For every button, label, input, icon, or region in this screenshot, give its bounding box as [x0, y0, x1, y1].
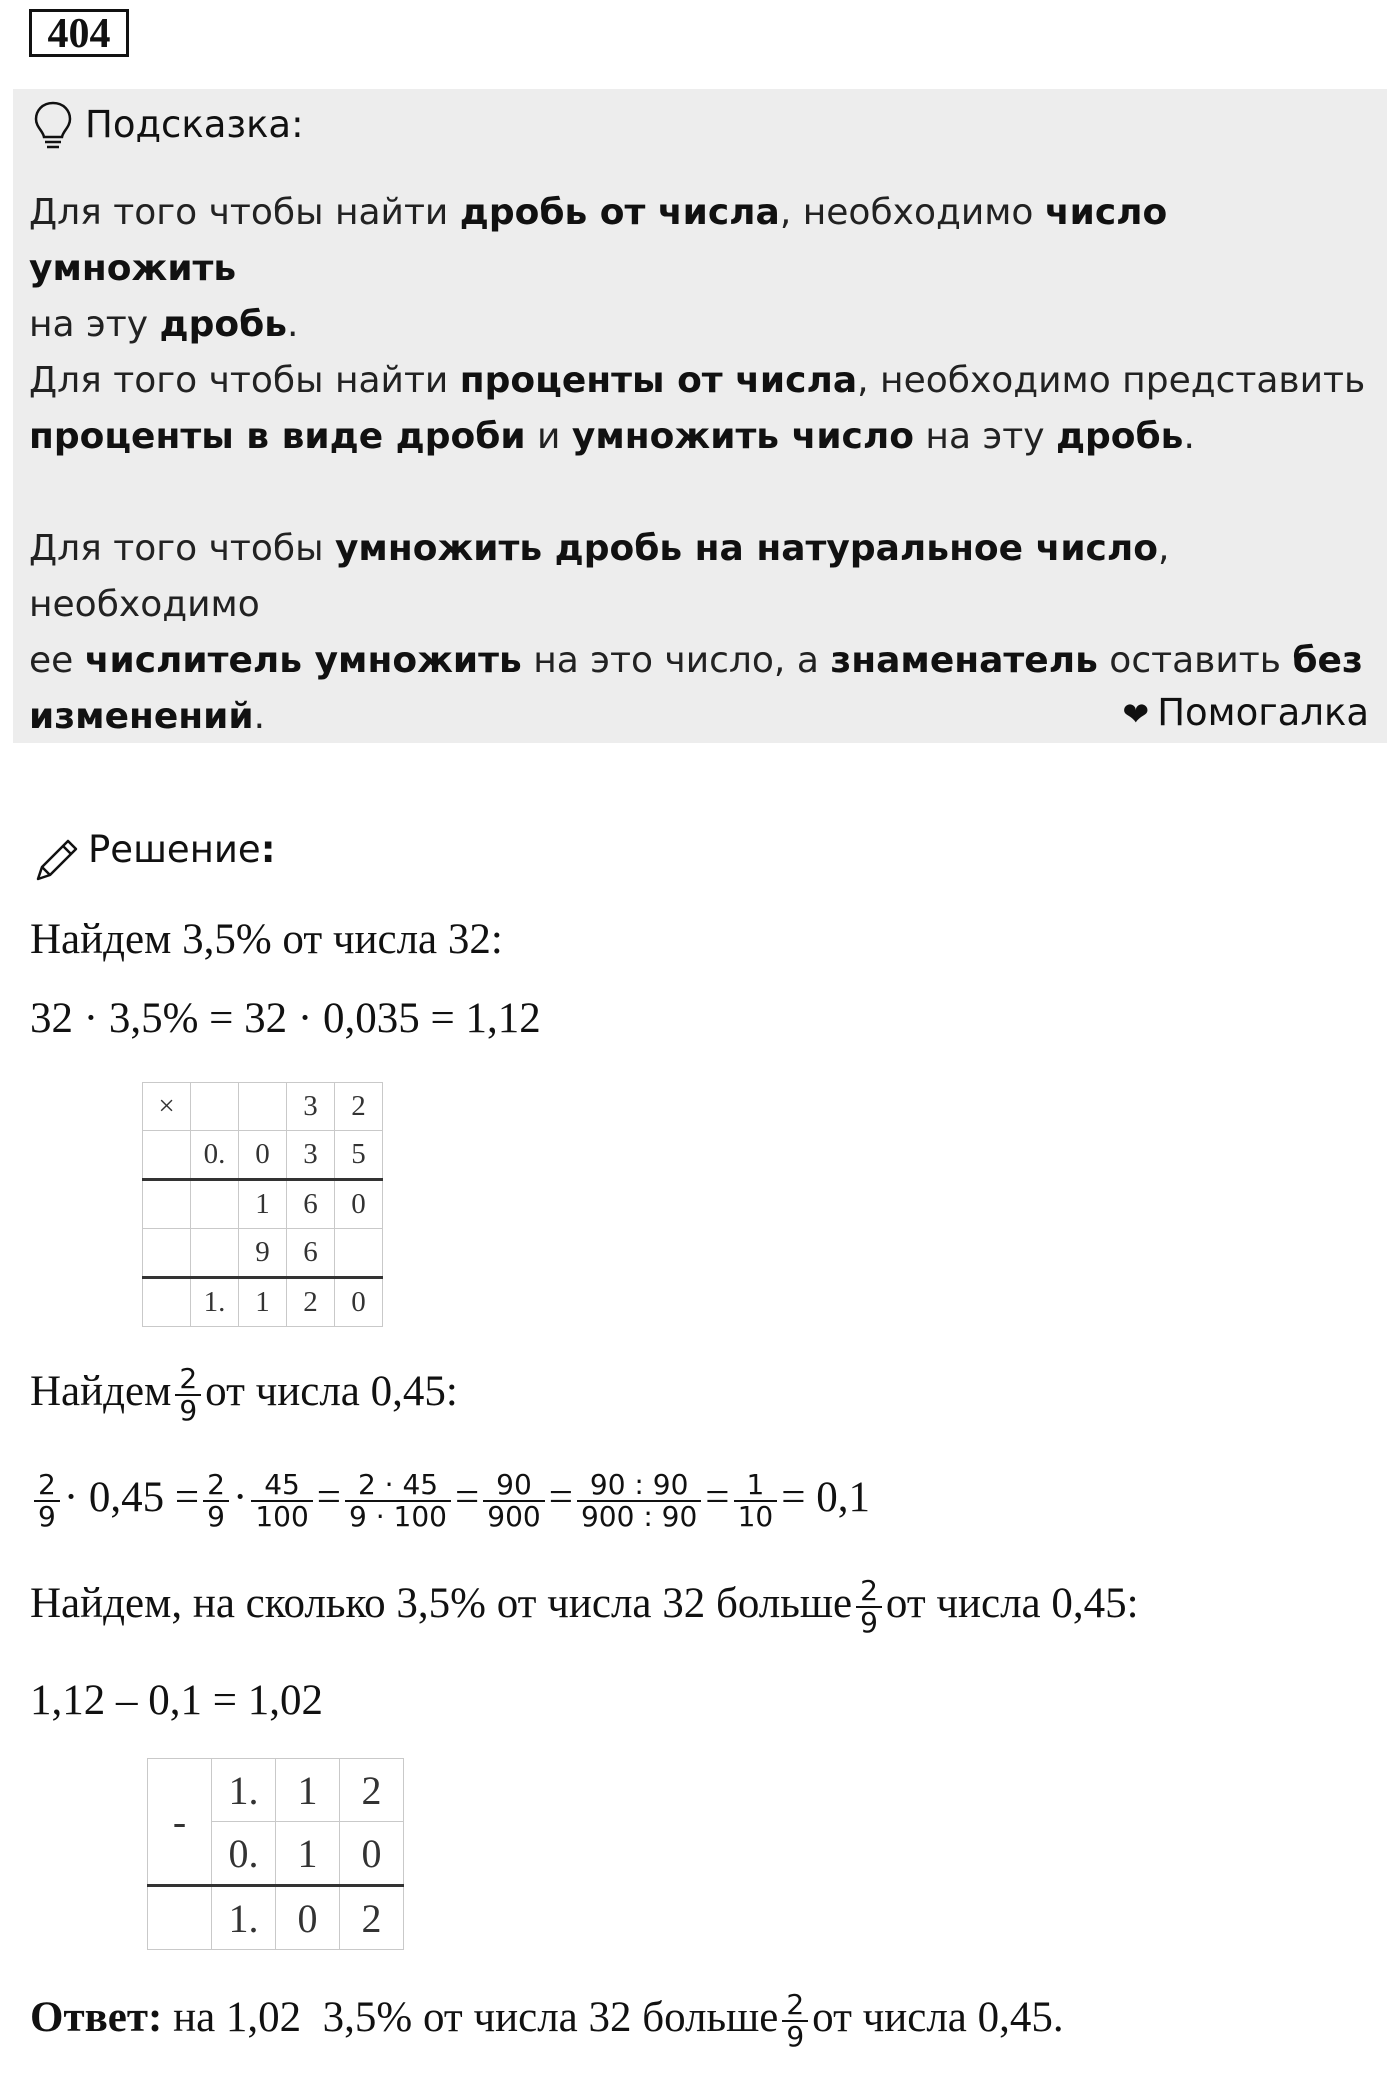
calc-2-text: =: [548, 1473, 573, 1521]
table-cell: 2: [340, 1759, 404, 1822]
table-cell: 2: [287, 1278, 335, 1327]
table-cell: 1.: [191, 1278, 239, 1327]
hint-text: , необходимо представить: [857, 360, 1366, 401]
table-cell: 6: [287, 1180, 335, 1229]
table-row: [148, 1759, 404, 1822]
fraction: [734, 1470, 778, 1532]
numerator: 90 : 90: [577, 1470, 701, 1502]
hint-text: Для того чтобы: [29, 528, 335, 569]
numerator: 2: [856, 1576, 882, 1608]
brand-name: Помогалка: [1157, 691, 1369, 734]
denominator: 9: [860, 1606, 878, 1639]
fraction: [34, 1470, 60, 1532]
denominator: 9 · 100: [349, 1500, 447, 1533]
table-row: [143, 1180, 383, 1229]
hint-text: на эту: [29, 304, 160, 345]
hint-text: на это число, а: [521, 640, 831, 681]
numerator: 2: [175, 1364, 201, 1396]
table-cell: [143, 1180, 191, 1229]
numerator: 90: [483, 1470, 544, 1502]
fraction: [345, 1470, 451, 1532]
table-cell: 3: [287, 1083, 335, 1131]
table-cell: 6: [287, 1229, 335, 1278]
step-1-text: Найдем 3,5% от числа 32:: [30, 916, 503, 963]
denominator: 9: [179, 1394, 198, 1427]
table-cell: 1: [239, 1180, 287, 1229]
bold-term: изменений: [29, 696, 254, 737]
fraction: [782, 1990, 808, 2052]
table-cell: 2: [335, 1083, 383, 1131]
hint-text: Для того чтобы найти: [29, 360, 460, 401]
table-cell: 0.: [212, 1822, 276, 1886]
denominator: 9: [207, 1500, 225, 1533]
bold-term: числитель умножить: [84, 640, 522, 681]
table-cell: 9: [239, 1229, 287, 1278]
answer-post: от числа 0,45.: [812, 1993, 1064, 2041]
table-cell: 1: [276, 1759, 340, 1822]
hint-text: , необходимо: [779, 192, 1045, 233]
table-cell: 0.: [191, 1131, 239, 1180]
table-cell: [143, 1278, 191, 1327]
solution-title-text: Решение: [88, 828, 261, 871]
denominator: 10: [737, 1500, 774, 1533]
table-cell: [143, 1229, 191, 1278]
bold-term: дробь: [1055, 416, 1184, 457]
table-row: [143, 1083, 383, 1131]
fraction: [203, 1470, 229, 1532]
hint-paragraph-1: [29, 185, 1369, 353]
step-3-post: от числа 0,45:: [885, 1579, 1139, 1627]
bold-term: проценты от числа: [459, 360, 858, 401]
calc-2-text: = 0,1: [781, 1473, 870, 1521]
table-cell: 1: [276, 1822, 340, 1886]
denominator: 900: [487, 1500, 541, 1533]
table-cell: 1.: [212, 1759, 276, 1822]
multiplication-table: [142, 1082, 383, 1327]
table-cell: [335, 1229, 383, 1278]
table-cell: 0: [239, 1131, 287, 1180]
step-2-pre: Найдем: [30, 1367, 172, 1415]
fraction: [856, 1576, 882, 1638]
hint-text: .: [287, 304, 299, 345]
hint-text: оставить: [1097, 640, 1293, 681]
heart-icon: ❤: [1122, 695, 1150, 733]
hint-text: .: [1183, 416, 1195, 457]
numerator: 2 · 45: [345, 1470, 451, 1502]
denominator: 100: [255, 1500, 309, 1533]
table-cell: 3: [287, 1131, 335, 1180]
table-cell: 0: [340, 1822, 404, 1886]
calc-2-text: · 0,45 =: [63, 1473, 200, 1521]
hint-text: и: [525, 416, 572, 457]
table-cell: [191, 1180, 239, 1229]
exercise-number: 404: [29, 9, 129, 57]
solution-title-colon: :: [260, 828, 276, 871]
brand-label: [1122, 691, 1369, 734]
table-row: [143, 1278, 383, 1327]
step-2-post: от числа 0,45:: [205, 1367, 458, 1415]
calc-2-text: =: [316, 1473, 342, 1521]
bold-term: знаменатель: [830, 640, 1098, 681]
table-cell: [239, 1083, 287, 1131]
step-3-pre: Найдем, на сколько 3,5% от числа 32 больше: [30, 1579, 853, 1627]
hint-title: Подсказка:: [85, 103, 304, 146]
solution-title: [88, 828, 276, 871]
hint-text: ее: [29, 640, 85, 681]
pencil-icon: [30, 833, 84, 887]
table-row: [148, 1886, 404, 1950]
bold-term: проценты в виде дроби: [29, 416, 526, 457]
fraction: [577, 1470, 701, 1532]
step-2-text: [30, 1364, 458, 1426]
hint-text: , необходимо: [29, 528, 1170, 625]
subtraction-table: [147, 1758, 404, 1950]
table-cell: 1.: [212, 1886, 276, 1950]
step-3-text: [30, 1576, 1139, 1638]
hint-text: Для того чтобы найти: [29, 192, 460, 233]
calc-2-text: =: [705, 1473, 730, 1521]
calc-2-text: =: [455, 1473, 480, 1521]
hint-paragraph-2: [29, 353, 1369, 465]
table-cell: [143, 1131, 191, 1180]
table-cell: ×: [143, 1083, 191, 1131]
denominator: 900 : 90: [580, 1500, 698, 1533]
lightbulb-icon: [31, 99, 75, 153]
numerator: 45: [251, 1470, 312, 1502]
bold-term: дробь от числа: [459, 192, 780, 233]
fraction: [175, 1364, 201, 1426]
table-cell: 2: [340, 1886, 404, 1950]
table-cell: [191, 1229, 239, 1278]
answer-label: Ответ:: [30, 1993, 163, 2041]
bold-term: без: [1292, 640, 1363, 681]
table-row: [143, 1229, 383, 1278]
fraction: [251, 1470, 312, 1532]
numerator: 2: [782, 1990, 808, 2022]
table-cell: 5: [335, 1131, 383, 1180]
denominator: 9: [786, 2020, 805, 2053]
table-cell: 0: [335, 1180, 383, 1229]
table-cell: -: [148, 1759, 212, 1886]
table-cell: 0: [335, 1278, 383, 1327]
numerator: 2: [34, 1470, 60, 1502]
table-cell: 0: [276, 1886, 340, 1950]
denominator: 9: [38, 1500, 56, 1533]
calc-2: [30, 1470, 870, 1532]
answer-line: [30, 1990, 1064, 2052]
table-cell: [148, 1886, 212, 1950]
hint-text: на эту: [913, 416, 1056, 457]
numerator: 1: [734, 1470, 778, 1502]
table-cell: 1: [239, 1278, 287, 1327]
hint-box: [13, 89, 1387, 743]
calc-3: 1,12 – 0,1 = 1,02: [30, 1677, 324, 1724]
table-row: [143, 1131, 383, 1180]
fraction: [483, 1470, 544, 1532]
bold-term: число умножить: [29, 192, 1168, 289]
hint-text: .: [253, 696, 266, 737]
numerator: 2: [203, 1470, 229, 1502]
bold-term: умножить дробь на натуральное число: [334, 528, 1158, 569]
answer-pre: на 1,02 3,5% от числа 32 больше: [162, 1993, 779, 2041]
calc-1: 32 · 3,5% = 32 · 0,035 = 1,12: [30, 995, 541, 1042]
calc-2-text: ·: [232, 1473, 248, 1521]
bold-term: дробь: [159, 304, 288, 345]
bold-term: умножить число: [571, 416, 914, 457]
table-cell: [191, 1083, 239, 1131]
